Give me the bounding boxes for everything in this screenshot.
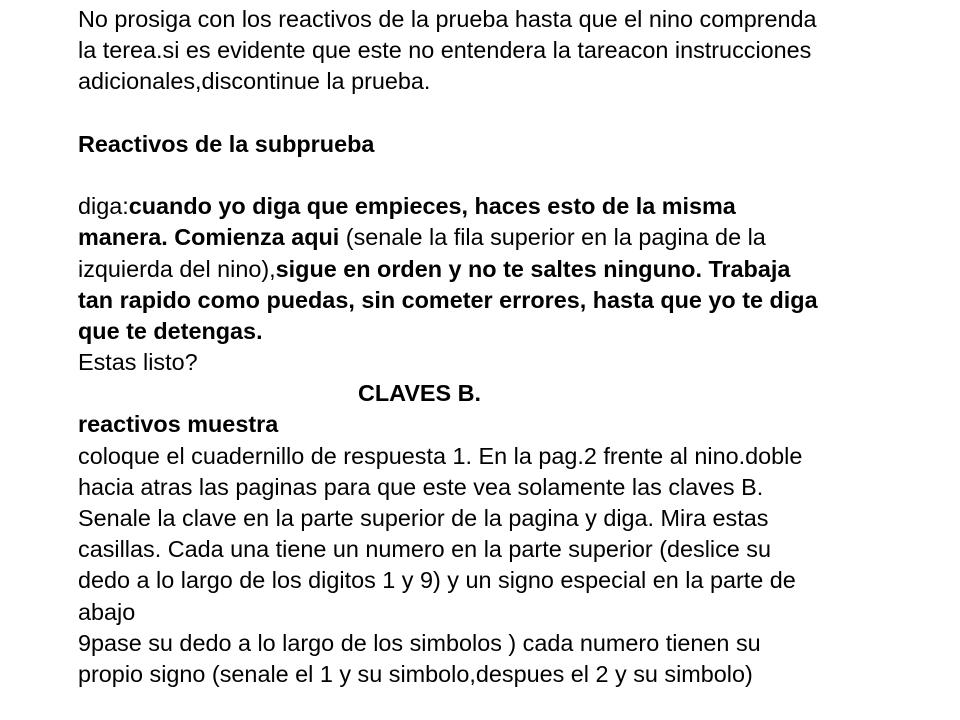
- instruction-line-2: [78, 222, 948, 253]
- instruction-prefix: diga:: [78, 193, 129, 220]
- muestra-heading: reactivos muestra: [78, 411, 279, 438]
- claves-heading: CLAVES B.: [358, 380, 482, 407]
- intro-line-2: la terea.si es evidente que este no entendera la tareacon instrucciones: [78, 37, 812, 64]
- instruction-spoken-2: manera. Comienza aqui: [78, 224, 340, 251]
- instruction-note-3: izquierda del nino),: [78, 255, 276, 282]
- section-heading: Reactivos de la subprueba: [78, 130, 375, 157]
- instruction-line-1: [78, 191, 948, 222]
- body-line-2: hacia atras las paginas para que este vea solamente las claves B.: [78, 473, 764, 500]
- instruction-spoken-1: cuando yo diga que empieces, haces esto de la misma: [128, 193, 736, 220]
- body-line-7: 9pase su dedo a lo largo de los simbolos ) cada numero tienen su: [78, 629, 761, 656]
- body-line-3: Senale la clave en la parte superior de la pagina y diga. Mira estas: [78, 505, 769, 531]
- spacer: [78, 98, 948, 129]
- spacer: [78, 160, 948, 191]
- intro-line-3: adicionales,discontinue la prueba.: [78, 68, 431, 95]
- body-line-8: propio signo (senale el 1 y su simbolo,despues el 2 y su simbolo): [78, 660, 753, 687]
- instruction-line-5: que te detengas.: [78, 317, 263, 344]
- body-line-4: casillas. Cada una tiene un numero en la parte superior (deslice su: [78, 536, 772, 563]
- instruction-note-2: (senale la fila superior en la pagina de la: [339, 224, 766, 251]
- instruction-line-6: Estas listo?: [78, 349, 198, 376]
- intro-line-1: No prosiga con los reactivos de la prueba hasta que el nino comprenda: [78, 6, 817, 32]
- body-line-1: coloque el cuadernillo de respuesta 1. En la pag.2 frente al nino.doble: [78, 442, 803, 469]
- instruction-line-4: tan rapido como puedas, sin cometer errores, hasta que yo te diga: [78, 286, 818, 313]
- instruction-spoken-3: sigue en orden y no te saltes ninguno. Trabaja: [275, 255, 791, 282]
- instruction-line-3: [78, 254, 948, 285]
- document-slide: [78, 4, 948, 690]
- body-line-6: abajo: [78, 598, 136, 625]
- body-line-5: dedo a lo largo de los digitos 1 y 9) y un signo especial en la parte de: [78, 567, 796, 594]
